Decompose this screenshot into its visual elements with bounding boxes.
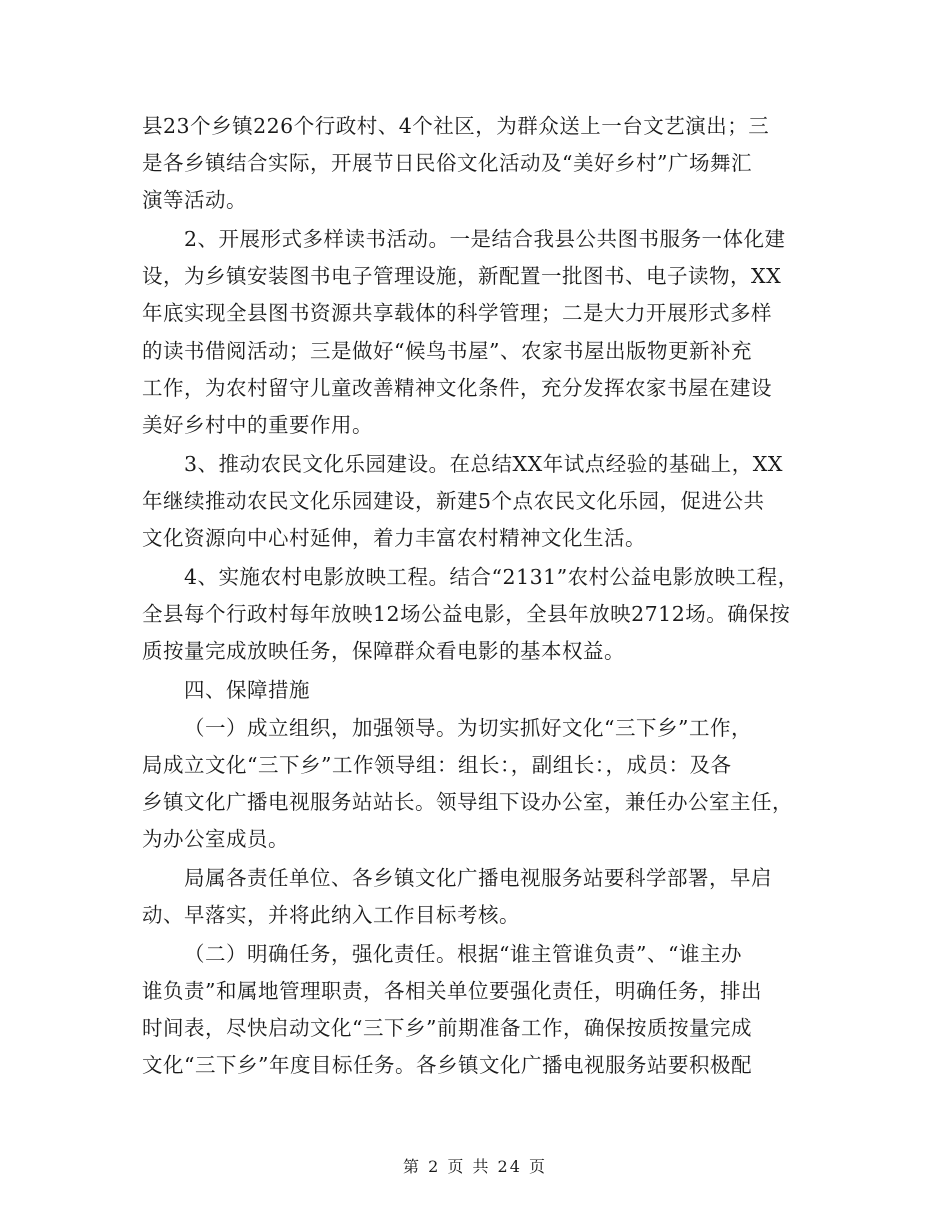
text-line-13: 4、实施农村电影放映工程。结合“2131”农村公益电影放映工程， xyxy=(184,565,799,589)
text-line-9: 美好乡村中的重要作用。 xyxy=(142,413,373,437)
text-line-20: 为办公室成员。 xyxy=(142,827,289,851)
text-line-6: 年底实现全县图书资源共享载体的科学管理；二是大力开展形式多样 xyxy=(142,301,772,325)
text-line-15: 质按量完成放映任务，保障群众看电影的基本权益。 xyxy=(142,639,625,663)
text-line-14: 全县每个行政村每年放映12场公益电影，全县年放映2712场。确保按 xyxy=(142,602,791,626)
text-line-7: 的读书借阅活动；三是做好“候鸟书屋”、农家书屋出版物更新补充 xyxy=(142,339,752,363)
text-line-1: 县23个乡镇226个行政村、4个社区，为群众送上一台文艺演出；三 xyxy=(142,114,770,138)
text-line-5: 设，为乡镇安装图书电子管理设施，新配置一批图书、电子读物，XX xyxy=(142,264,782,288)
text-line-2: 是各乡镇结合实际，开展节日民俗文化活动及“美好乡村”广场舞汇 xyxy=(142,151,752,175)
text-line-24: 谁负责”和属地管理职责，各相关单位要强化责任，明确任务，排出 xyxy=(142,979,762,1003)
text-line-11: 年继续推动农民文化乐园建设，新建5个点农民文化乐园，促进公共 xyxy=(142,489,765,513)
text-line-26: 文化“三下乡”年度目标任务。各乡镇文化广播电视服务站要积极配 xyxy=(142,1053,752,1077)
text-line-10: 3、推动农民文化乐园建设。在总结XX年试点经验的基础上，XX xyxy=(184,452,783,476)
page-footer: 第 2 页 共 24 页 xyxy=(403,1157,547,1176)
text-line-12: 文化资源向中心村延伸，着力丰富农村精神文化生活。 xyxy=(142,526,646,550)
text-line-3: 演等活动。 xyxy=(142,188,247,212)
text-line-19: 乡镇文化广播电视服务站站长。领导组下设办公室，兼任办公室主任， xyxy=(142,790,793,814)
text-line-17: （一）成立组织，加强领导。为切实抓好文化“三下乡”工作， xyxy=(184,716,752,740)
text-line-22: 动、早落实，并将此纳入工作目标考核。 xyxy=(142,903,520,927)
text-line-25: 时间表，尽快启动文化“三下乡”前期准备工作，确保按质按量完成 xyxy=(142,1016,752,1040)
text-line-4: 2、开展形式多样读书活动。一是结合我县公共图书服务一体化建 xyxy=(184,227,786,251)
section-heading: 四、保障措施 xyxy=(184,678,310,702)
text-line-18: 局成立文化“三下乡”工作领导组：组长：，副组长：，成员：及各 xyxy=(142,753,732,777)
text-line-21: 局属各责任单位、各乡镇文化广播电视服务站要科学部署，早启 xyxy=(184,866,772,890)
text-line-23: （二）明确任务，强化责任。根据“谁主管谁负责”、“谁主办 xyxy=(184,942,742,966)
text-line-8: 工作，为农村留守儿童改善精神文化条件，充分发挥农家书屋在建设 xyxy=(142,376,772,400)
